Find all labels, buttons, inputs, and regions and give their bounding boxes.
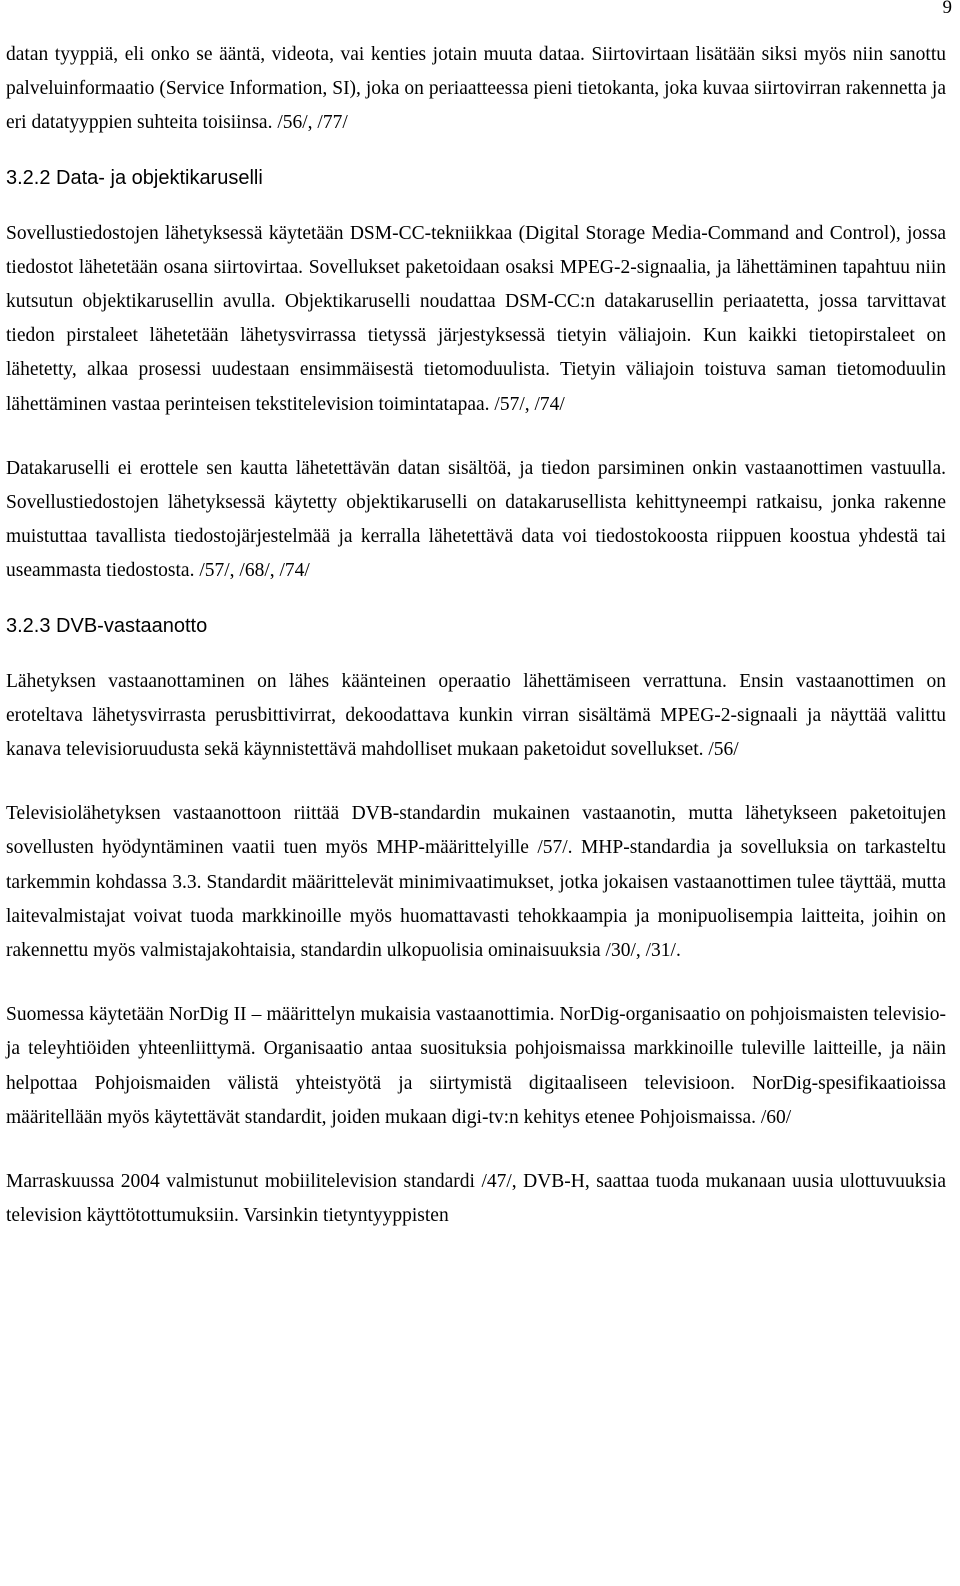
- paragraph-si-intro: datan tyyppiä, eli onko se ääntä, videota, vai kenties jotain muuta dataa. Siirtovirtaan lisätään siksi myös niin sanottu palveluinformaatio (Service Information, SI), joka on periaatteessa pieni tietokanta, joka kuvaa siirtovirran rakennetta ja eri datatyyppien suhteita toisiinsa. /56/, /77/: [6, 44, 946, 134]
- paragraph-reception: Lähetyksen vastaanottaminen on lähes käänteinen operaatio lähettämiseen verrattuna. Ensin vastaanottimen on eroteltava lähetysvirrasta perusbittivirrat, dekoodattava kunkin virran sisältämä MPEG-2-signaali ja näyttää valittu kanava televisioruudusta sekä käynnistettävä mahdolliset mukaan paketoidut sovellukset. /56/: [6, 670, 946, 761]
- paragraph-dsm-cc: Sovellustiedostojen lähetyksessä käytetään DSM-CC-tekniikkaa (Digital Storage Media-Command and Control), jossa tiedostot lähetetään osana siirtovirtaa. Sovellukset paketoidaan osaksi MPEG-2-signaalia, ja lähettäminen tapahtuu niin kutsutun objektikarusellin avulla. Objektikaruselli noudattaa DSM-CC:n datakarusellin periaatetta, jossa tarvittavat tiedon pirstaleet lähetetään lähetysvirrassa tietyssä järjestyksessä tietyin väliajoin. Kun kaikki tietopirstaleet on lähetetty, alkaa prosessi uudestaan ensimmäisestä tietomoduulista. Tietyin väliajoin toistuva saman tietomoduulin lähettäminen vastaa perinteisen tekstitelevision toimintatapaa. /57/, /74/: [6, 222, 946, 415]
- paragraph-gap: [6, 968, 946, 998]
- document-body: [6, 38, 946, 1233]
- paragraph-mhp: Televisiolähetyksen vastaanottoon riittää DVB-standardin mukainen vastaanotin, mutta lähetykseen paketoitujen sovellusten hyödyntäminen vaatii tuen myös MHP-määrittelyille /57/. MHP-standardia ja sovelluksia on tarkasteltu tarkemmin kohdassa 3.3. Standardit määrittelevät minimivaatimukset, jotka jokaisen vastaanottimen tulee täyttää, mutta laitevalmistajat voivat tuoda markkinoille myös huomattavasti tehokkaampia ja monipuolisempia laitteita, joihin on rakennettu myös valmistajakohtaisia, standardin ulkopuolisia ominaisuuksia /30/, /31/.: [6, 803, 946, 962]
- paragraph-gap: [6, 422, 946, 452]
- section-heading-dvb-reception: 3.2.3 DVB-vastaanotto: [6, 614, 208, 637]
- paragraph-gap: [6, 767, 946, 797]
- paragraph-datacarousel: Datakaruselli ei erottele sen kautta lähetettävän datan sisältöä, ja tiedon parsiminen onkin vastaanottimen vastuulla. Sovellustiedostojen lähetyksessä käytetty objektikaruselli on datakarusellista kehittyneempi ratkaisu, jonka rakenne muistuttaa tavallista tiedostojärjestelmää ja kerralla lähetettävä data voi tiedostokoosta riippuen koostua yhdestä tai useammasta tiedostosta. /57/, /68/, /74/: [6, 457, 946, 582]
- paragraph-dvb-h: Marraskuussa 2004 valmistunut mobiilitelevision standardi /47/, DVB-H, saattaa tuoda mukanaan uusia ulottuvuuksia television käyttötottumuksiin. Varsinkin tietyntyyppisten: [6, 1171, 946, 1227]
- section-heading-data-carousel: 3.2.2 Data- ja objektikaruselli: [6, 166, 263, 189]
- page-number: 9: [942, 0, 952, 18]
- paragraph-nordig: Suomessa käytetään NorDig II – määrittelyn mukaisia vastaanottimia. NorDig-organisaatio on pohjoismaisten televisio- ja teleyhtiöiden yhteenliittymä. Organisaatio antaa suosituksia pohjoismaissa markkinoille tuleville laitteille, ja näin helpottaa Pohjoismaiden välistä yhteistyötä ja siirtymistä digitaaliseen televisioon. NorDig-spesifikaatioissa määritellään myös käytettävät standardit, joiden mukaan digi-tv:n kehitys etenee Pohjoismaissa. /60/: [6, 1004, 946, 1128]
- paragraph-gap: [6, 1135, 946, 1165]
